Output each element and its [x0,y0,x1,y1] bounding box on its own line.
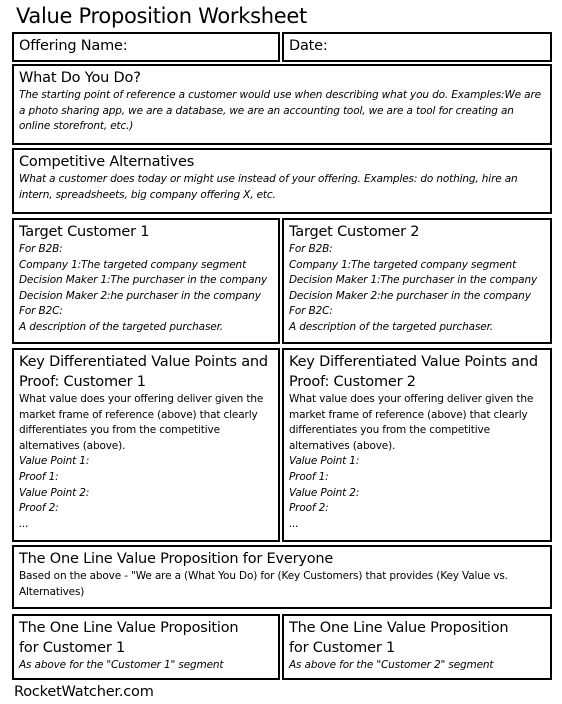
competitive-alternatives-box[interactable] [12,148,552,214]
target-customer-2-box[interactable] [282,218,552,344]
target-customer-1-box[interactable] [12,218,280,344]
target-customer-1-heading: Target Customer 1 [19,224,150,240]
target-customer-line: Decision Maker 1:The purchaser in the company [289,274,538,287]
description-line: differentiates you from the competitive [19,424,220,437]
proof-line: Proof 1: [289,470,329,483]
heading-line: Key Differentiated Value Points and [19,354,268,370]
heading-line: for Customer 1 [289,640,396,656]
description-line: alternatives (above). [19,439,126,452]
heading-line: The One Line Value Proposition [289,620,509,636]
proof-line: Proof 1: [19,470,59,483]
target-customer-line: A description of the targeted purchaser. [289,320,493,333]
date-label: Date: [289,38,328,54]
target-customer-line: Decision Maker 2:he purchaser in the company [289,289,531,302]
target-customer-1-details [19,242,273,336]
key-value-points-1-heading [19,352,273,392]
target-customer-2-details [289,242,545,336]
target-customer-line: Decision Maker 2:he purchaser in the company [19,289,261,302]
key-value-points-2-description [289,392,545,454]
value-point-line: Value Point 1: [289,455,360,468]
target-customer-line: Company 1:The targeted company segment [19,258,247,271]
value-point-line: Value Point 1: [19,455,90,468]
heading-line: Key Differentiated Value Points and [289,354,538,370]
proof-line: Proof 2: [289,502,329,515]
target-customer-line: For B2B: [19,243,63,255]
description-line: What value does your offering deliver given the [289,393,534,405]
key-value-points-2-box[interactable] [282,348,552,542]
ellipsis-line: ... [289,517,299,530]
competitive-alternatives-description: What a customer does today or might use instead of your offering. Examples: do nothing, hire an intern, spreadsheets, big company offering X, etc. [19,173,518,201]
heading-line: The One Line Value Proposition [19,620,239,636]
key-value-points-1-box[interactable] [12,348,280,542]
offering-name-box[interactable] [12,32,280,62]
ellipsis-line: ... [19,517,29,530]
target-customer-line: Decision Maker 1:The purchaser in the company [19,274,268,287]
description-line: market frame of reference (above) that clearly [19,408,258,421]
one-line-everyone-description: Based on the above - "We are a (What You Do) for (Key Customers) that provides (Key Value vs. Alternatives) [19,570,508,598]
description-line: alternatives (above). [289,439,396,452]
key-value-points-2-items [289,454,545,532]
what-you-do-description: The starting point of reference a customer would use when describing what you do. Examples:We are a photo sharing app, we are a database, we are an accounting tool, we are a tool for creating an online storefront, etc.) [19,89,541,133]
footer-site-name: RocketWatcher.com [14,684,154,700]
worksheet-title: Value Proposition Worksheet [16,4,307,28]
target-customer-line: For B2C: [289,305,333,318]
target-customer-line: For B2B: [289,243,333,255]
description-line: What value does your offering deliver given the [19,393,264,405]
one-line-customer-1-description: As above for the "Customer 1" segment [19,659,224,671]
target-customer-line: Company 1:The targeted company segment [289,258,517,271]
value-point-line: Value Point 2: [289,486,360,499]
one-line-customer-1-box[interactable] [12,614,280,680]
what-you-do-box[interactable] [12,64,552,145]
offering-name-label: Offering Name: [19,38,128,54]
value-point-line: Value Point 2: [19,486,90,499]
heading-line: Proof: Customer 2 [289,374,416,390]
one-line-customer-2-heading [289,618,545,658]
key-value-points-2-heading [289,352,545,392]
description-line: differentiates you from the competitive [289,424,490,437]
one-line-everyone-heading: The One Line Value Proposition for Everyone [19,551,334,567]
target-customer-line: A description of the targeted purchaser. [19,320,223,333]
target-customer-2-heading: Target Customer 2 [289,224,420,240]
heading-line: for Customer 1 [19,640,126,656]
target-customer-line: For B2C: [19,305,63,318]
heading-line: Proof: Customer 1 [19,374,146,390]
date-box[interactable] [282,32,552,62]
one-line-customer-2-box[interactable] [282,614,552,680]
proof-line: Proof 2: [19,502,59,515]
one-line-everyone-box[interactable] [12,545,552,609]
competitive-alternatives-heading: Competitive Alternatives [19,154,195,170]
description-line: market frame of reference (above) that clearly [289,408,528,421]
what-you-do-heading: What Do You Do? [19,70,141,86]
one-line-customer-2-description: As above for the "Customer 2" segment [289,659,494,671]
key-value-points-1-items [19,454,273,532]
one-line-customer-1-heading [19,618,273,658]
key-value-points-1-description [19,392,273,454]
